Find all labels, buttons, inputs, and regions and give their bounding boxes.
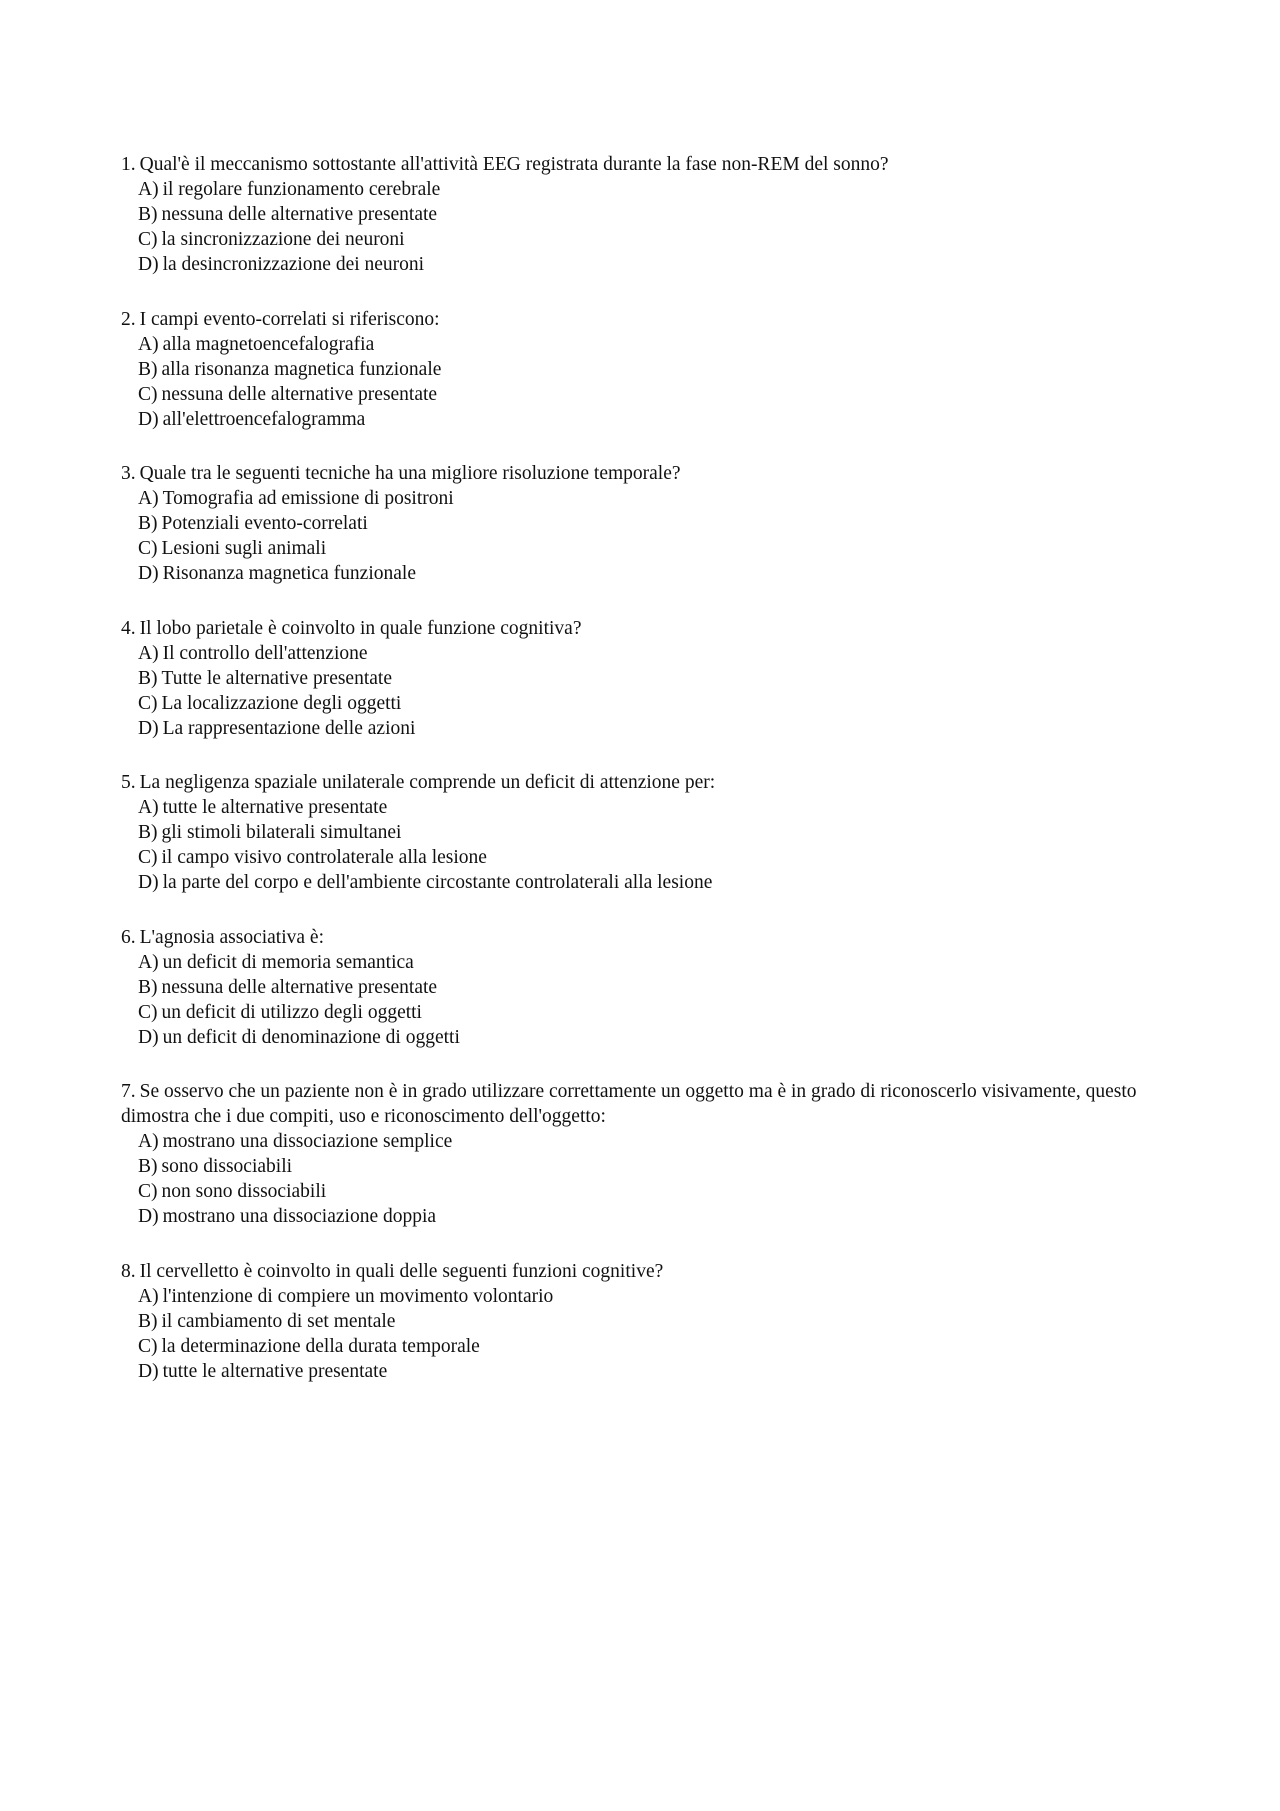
question-number: 8. (121, 1260, 136, 1282)
option-a (138, 641, 1161, 666)
option-letter: B) (138, 1156, 158, 1177)
option-letter: D) (138, 872, 159, 893)
question-number: 1. (121, 154, 136, 175)
option-text: tutte le alternative presentate (162, 1360, 388, 1382)
option-b (138, 511, 1161, 536)
option-d (138, 1359, 1161, 1384)
option-a (138, 1129, 1161, 1154)
option-d (138, 407, 1161, 432)
option-text: Il controllo dell'attenzione (162, 642, 368, 664)
option-c (138, 1334, 1161, 1359)
question-7 (121, 1079, 1161, 1229)
question-number: 5. (121, 772, 136, 793)
question-4 (121, 616, 1161, 741)
option-b (138, 357, 1161, 382)
question-5 (121, 770, 1161, 895)
option-c (138, 845, 1161, 870)
option-b (138, 820, 1161, 845)
option-letter: C) (138, 538, 158, 559)
question-2 (121, 307, 1161, 432)
option-text: gli stimoli bilaterali simultanei (161, 822, 402, 843)
option-d (138, 1025, 1161, 1050)
question-text (121, 1079, 1161, 1129)
option-letter: B) (138, 1310, 158, 1332)
question-text (121, 307, 1161, 332)
option-letter: C) (138, 1181, 158, 1202)
option-letter: B) (138, 358, 158, 380)
option-letter: C) (138, 1335, 158, 1357)
option-letter: B) (138, 204, 158, 225)
option-text: la determinazione della durata temporale (161, 1335, 480, 1357)
option-letter: D) (138, 1360, 159, 1382)
option-text: Potenziali evento-correlati (161, 513, 368, 534)
question-text (121, 461, 1161, 486)
option-a (138, 950, 1161, 975)
option-letter: B) (138, 667, 158, 689)
option-text: alla risonanza magnetica funzionale (161, 358, 442, 380)
option-text: Risonanza magnetica funzionale (162, 563, 416, 584)
option-a (138, 332, 1161, 357)
option-letter: D) (138, 717, 159, 739)
question-prompt: L'agnosia associativa è: (139, 926, 324, 948)
option-c (138, 227, 1161, 252)
option-letter: A) (138, 488, 159, 509)
option-letter: B) (138, 822, 158, 843)
option-text: un deficit di utilizzo degli oggetti (161, 1001, 422, 1023)
option-letter: A) (138, 797, 159, 818)
question-text (121, 616, 1161, 641)
option-letter: C) (138, 1001, 158, 1023)
question-text (121, 1259, 1161, 1284)
option-letter: C) (138, 383, 158, 405)
option-letter: B) (138, 976, 158, 998)
option-text: La localizzazione degli oggetti (161, 692, 402, 714)
option-text: alla magnetoencefalografia (162, 333, 375, 355)
option-text: il campo visivo controlaterale alla lesione (161, 847, 487, 868)
option-text: il cambiamento di set mentale (161, 1310, 396, 1332)
question-number: 4. (121, 617, 136, 639)
option-c (138, 1000, 1161, 1025)
option-text: mostrano una dissociazione semplice (162, 1131, 453, 1152)
option-d (138, 870, 1161, 895)
option-letter: D) (138, 254, 159, 275)
option-text: il regolare funzionamento cerebrale (162, 179, 441, 200)
option-b (138, 975, 1161, 1000)
question-prompt: Il lobo parietale è coinvolto in quale funzione cognitiva? (139, 617, 582, 639)
option-letter: B) (138, 513, 158, 534)
option-text: La rappresentazione delle azioni (162, 717, 416, 739)
option-text: non sono dissociabili (161, 1181, 327, 1202)
option-text: all'elettroencefalogramma (162, 408, 366, 430)
question-text (121, 925, 1161, 950)
question-number: 7. (121, 1081, 136, 1102)
option-a (138, 486, 1161, 511)
option-b (138, 1154, 1161, 1179)
option-letter: A) (138, 333, 159, 355)
option-text: mostrano una dissociazione doppia (162, 1206, 437, 1227)
option-letter: A) (138, 1131, 159, 1152)
option-c (138, 1179, 1161, 1204)
option-d (138, 252, 1161, 277)
option-a (138, 795, 1161, 820)
question-prompt: Il cervelletto è coinvolto in quali delle seguenti funzioni cognitive? (139, 1260, 664, 1282)
question-number: 2. (121, 308, 136, 330)
option-text: tutte le alternative presentate (162, 797, 388, 818)
option-text: nessuna delle alternative presentate (161, 204, 438, 225)
option-a (138, 1284, 1161, 1309)
question-text (121, 152, 1161, 177)
option-letter: D) (138, 1206, 159, 1227)
question-8 (121, 1259, 1161, 1384)
option-text: l'intenzione di compiere un movimento volontario (162, 1285, 554, 1307)
quiz-document (121, 152, 1161, 1413)
question-6 (121, 925, 1161, 1050)
option-text: la desincronizzazione dei neuroni (162, 254, 425, 275)
question-prompt: La negligenza spaziale unilaterale comprende un deficit di attenzione per: (139, 772, 716, 793)
question-number: 3. (121, 463, 136, 484)
option-text: sono dissociabili (161, 1156, 293, 1177)
option-c (138, 536, 1161, 561)
question-prompt: Se osservo che un paziente non è in grado utilizzare correttamente un oggetto ma è in grado di riconoscerlo visivamente, questo dimostra che i due compiti, uso e riconoscimento dell'oggetto: (121, 1081, 1137, 1127)
option-letter: D) (138, 1026, 159, 1048)
option-letter: A) (138, 179, 159, 200)
option-letter: A) (138, 1285, 159, 1307)
option-letter: A) (138, 642, 159, 664)
option-text: la sincronizzazione dei neuroni (161, 229, 405, 250)
option-c (138, 382, 1161, 407)
question-prompt: Quale tra le seguenti tecniche ha una migliore risoluzione temporale? (139, 463, 681, 484)
option-d (138, 561, 1161, 586)
option-b (138, 666, 1161, 691)
option-d (138, 1204, 1161, 1229)
question-number: 6. (121, 926, 136, 948)
question-3 (121, 461, 1161, 586)
option-d (138, 716, 1161, 741)
option-letter: D) (138, 563, 159, 584)
option-a (138, 177, 1161, 202)
question-prompt: I campi evento-correlati si riferiscono: (139, 308, 440, 330)
option-text: nessuna delle alternative presentate (161, 976, 438, 998)
option-c (138, 691, 1161, 716)
question-text (121, 770, 1161, 795)
option-text: Tomografia ad emissione di positroni (162, 488, 454, 509)
option-letter: C) (138, 229, 158, 250)
question-1 (121, 152, 1161, 277)
option-text: un deficit di denominazione di oggetti (162, 1026, 460, 1048)
option-text: Lesioni sugli animali (161, 538, 327, 559)
option-b (138, 202, 1161, 227)
option-letter: C) (138, 847, 158, 868)
option-letter: C) (138, 692, 158, 714)
option-text: nessuna delle alternative presentate (161, 383, 438, 405)
option-text: la parte del corpo e dell'ambiente circostante controlaterali alla lesione (162, 872, 713, 893)
question-prompt: Qual'è il meccanismo sottostante all'attività EEG registrata durante la fase non-REM del sonno? (139, 154, 889, 175)
option-text: Tutte le alternative presentate (161, 667, 392, 689)
option-letter: D) (138, 408, 159, 430)
option-text: un deficit di memoria semantica (162, 951, 414, 973)
option-b (138, 1309, 1161, 1334)
option-letter: A) (138, 951, 159, 973)
